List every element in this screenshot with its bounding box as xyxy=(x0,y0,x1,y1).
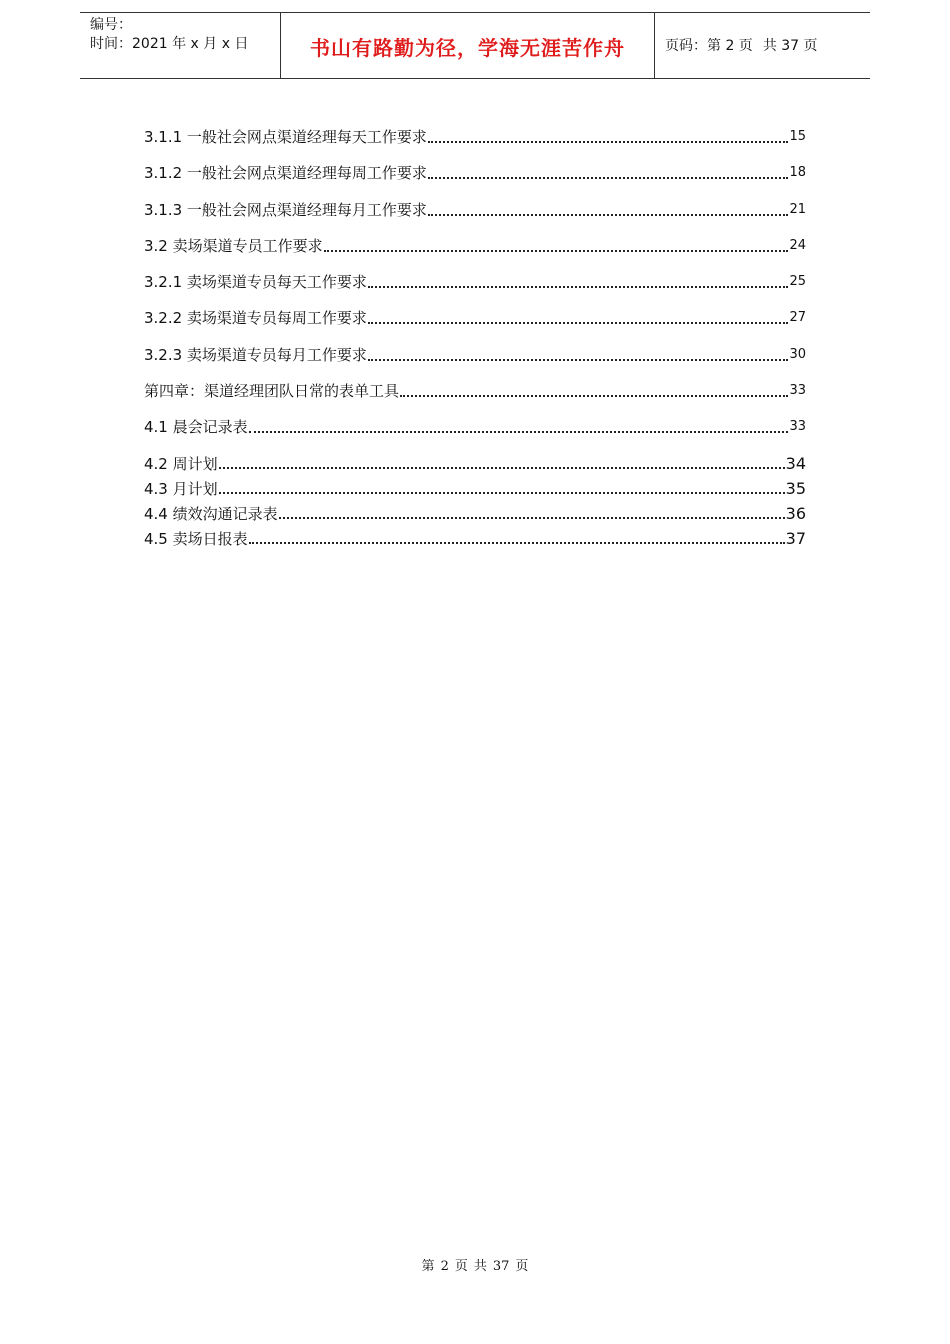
toc-entry-title: 4.2 周计划 xyxy=(144,455,218,473)
toc-entry[interactable] xyxy=(144,454,806,474)
toc-entry-title: 4.5 卖场日报表 xyxy=(144,530,248,548)
toc-entry[interactable] xyxy=(144,345,806,365)
toc-entry[interactable] xyxy=(144,127,806,147)
toc-leader xyxy=(249,427,789,433)
header-motto: 书山有路勤为径，学海无涯苦作舟 xyxy=(310,36,625,60)
toc-entry[interactable] xyxy=(144,381,806,401)
toc-leader xyxy=(219,488,785,494)
toc-entry[interactable] xyxy=(144,417,806,437)
toc-entry-page: 34 xyxy=(785,454,806,473)
toc-entry[interactable] xyxy=(144,163,806,183)
toc-entry-page: 35 xyxy=(785,479,806,498)
toc-entry[interactable] xyxy=(144,200,806,220)
footer-prefix: 第 xyxy=(421,1259,435,1274)
toc-leader xyxy=(368,282,789,288)
toc-entry[interactable] xyxy=(144,272,806,292)
toc-leader xyxy=(400,391,788,397)
header-page-info xyxy=(665,37,818,55)
header-page-cell xyxy=(655,13,870,78)
toc-entry-page: 24 xyxy=(789,238,806,253)
footer-total-unit: 页 xyxy=(515,1259,529,1274)
toc-entry[interactable] xyxy=(144,479,806,499)
toc-entry-page: 21 xyxy=(789,202,806,217)
toc-entry-title: 4.1 晨会记录表 xyxy=(144,418,248,436)
toc-entry-title: 第四章：渠道经理团队日常的表单工具 xyxy=(144,382,400,400)
toc-entry-title: 3.2.3 卖场渠道专员每月工作要求 xyxy=(144,346,367,364)
toc-leader xyxy=(368,355,789,361)
toc-leader xyxy=(279,513,785,519)
toc-entry-page: 37 xyxy=(785,529,806,548)
toc-entry[interactable] xyxy=(144,308,806,328)
toc-entry[interactable] xyxy=(144,236,806,256)
toc-entry-page: 27 xyxy=(789,310,806,325)
footer-page-number: 2 xyxy=(440,1259,449,1274)
page-footer xyxy=(0,1258,950,1276)
toc-entry-title: 4.4 绩效沟通记录表 xyxy=(144,505,278,523)
document-header xyxy=(80,12,870,79)
toc-entry-page: 25 xyxy=(789,274,806,289)
document-number-label: 编号： xyxy=(90,17,132,33)
toc-leader xyxy=(368,318,789,324)
toc-leader xyxy=(428,210,789,216)
footer-total-prefix: 共 xyxy=(473,1259,487,1274)
toc-leader xyxy=(428,173,789,179)
toc-entry-page: 15 xyxy=(789,129,806,144)
header-meta-cell xyxy=(80,13,281,78)
toc-entry-page: 18 xyxy=(789,165,806,180)
toc-entry[interactable] xyxy=(144,504,806,524)
header-motto-cell xyxy=(281,13,655,78)
toc-entry-title: 3.1.2 一般社会网点渠道经理每周工作要求 xyxy=(144,164,427,182)
footer-page-unit: 页 xyxy=(454,1259,468,1274)
toc-entry-title: 3.2.1 卖场渠道专员每天工作要求 xyxy=(144,273,367,291)
header-page-total: 共 37 页 xyxy=(762,38,818,54)
toc-entry-page: 33 xyxy=(789,383,806,398)
toc-leader xyxy=(428,137,789,143)
toc-entry-title: 3.1.3 一般社会网点渠道经理每月工作要求 xyxy=(144,201,427,219)
toc-leader xyxy=(219,463,785,469)
header-page-number: 页码：第 2 页 xyxy=(665,38,753,54)
toc-entry-title: 3.1.1 一般社会网点渠道经理每天工作要求 xyxy=(144,128,427,146)
toc-entry-title: 4.3 月计划 xyxy=(144,480,218,498)
toc-leader xyxy=(324,246,789,252)
toc-entry-page: 30 xyxy=(789,347,806,362)
footer-total-pages: 37 xyxy=(492,1259,510,1274)
document-date-label: 时间：2021 年 x 月 x 日 xyxy=(90,36,249,52)
toc-entry-page: 36 xyxy=(785,504,806,523)
toc-entry-title: 3.2 卖场渠道专员工作要求 xyxy=(144,237,323,255)
toc-entry[interactable] xyxy=(144,529,806,549)
toc-entry-page: 33 xyxy=(789,419,806,434)
toc-leader xyxy=(249,538,785,544)
toc-entry-title: 3.2.2 卖场渠道专员每周工作要求 xyxy=(144,309,367,327)
